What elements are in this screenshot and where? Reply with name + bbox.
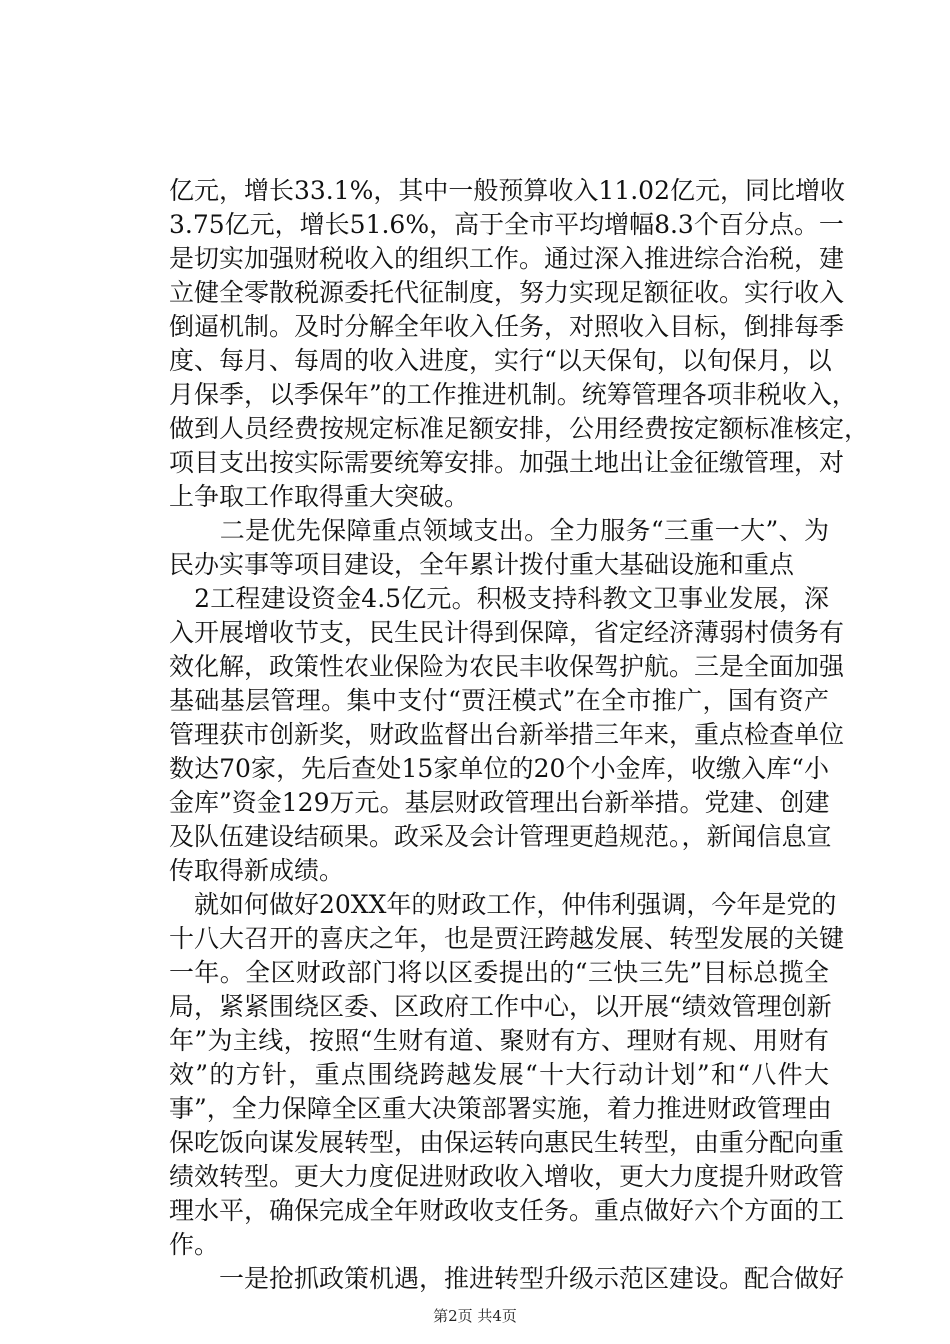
text-line: 3.75亿元，增长51.6%，高于全市平均增幅8.3个百分点。一 [169, 210, 844, 239]
text-line: 上争取工作取得重大突破。 [169, 482, 470, 511]
text-line: 保吃饭向谋发展转型，由保运转向惠民生转型，由重分配向重 [169, 1128, 845, 1157]
text-line: 一年。全区财政部门将以区委提出的“三快三先”目标总揽全 [169, 958, 829, 987]
text-line: 做到人员经费按规定标准足额安排，公用经费按定额标准核定， [169, 414, 870, 443]
text-line: 及队伍建设结硕果。政采及会计管理更趋规范。，新闻信息宣 [169, 822, 832, 851]
text-line: 二是优先保障重点领域支出。全力服务“三重一大”、为 [169, 516, 829, 545]
text-line: 亿元，增长33.1%，其中一般预算收入11.02亿元，同比增收 [169, 176, 845, 205]
text-line: 效”的方针，重点围绕跨越发展“十大行动计划”和“八件大 [169, 1060, 829, 1089]
text-line: 基础基层管理。集中支付“贾汪模式”在全市推广，国有资产 [169, 686, 829, 715]
text-line: 局，紧紧围绕区委、区政府工作中心，以开展“绩效管理创新 [169, 992, 832, 1021]
text-line: 金库”资金129万元。基层财政管理出台新举措。党建、创建 [169, 788, 830, 817]
text-line: 立健全零散税源委托代征制度，努力实现足额征收。实行收入 [169, 278, 845, 307]
text-line: 度、每月、每周的收入进度，实行“以天保旬，以旬保月，以 [169, 346, 832, 375]
text-line: 就如何做好20XX年的财政工作，仲伟利强调，今年是党的 [169, 890, 837, 919]
text-line: 入开展增收节支，民生民计得到保障，省定经济薄弱村债务有 [169, 618, 845, 647]
text-line: 项目支出按实际需要统筹安排。加强土地出让金征缴管理，对 [169, 448, 845, 477]
text-line: 效化解，政策性农业保险为农民丰收保驾护航。三是全面加强 [169, 652, 845, 681]
text-line: 绩效转型。更大力度促进财政收入增收，更大力度提升财政管 [169, 1162, 845, 1191]
text-line: 理水平，确保完成全年财政收支任务。重点做好六个方面的工 [169, 1196, 845, 1225]
text-line: 2工程建设资金4.5亿元。积极支持科教文卫事业发展，深 [169, 584, 829, 613]
text-line: 月保季，以季保年”的工作推进机制。统筹管理各项非税收入， [169, 380, 857, 409]
text-line: 是切实加强财税收入的组织工作。通过深入推进综合治税，建 [169, 244, 845, 273]
text-line: 作。 [169, 1230, 220, 1259]
text-line: 事”，全力保障全区重大决策部署实施，着力推进财政管理由 [169, 1094, 832, 1123]
text-line: 一是抢抓政策机遇，推进转型升级示范区建设。配合做好 [169, 1264, 845, 1293]
text-line: 十八大召开的喜庆之年，也是贾汪跨越发展、转型发展的关键 [169, 924, 845, 953]
text-line: 民办实事等项目建设，全年累计拨付重大基础设施和重点 [169, 550, 795, 579]
text-line: 倒逼机制。及时分解全年收入任务，对照收入目标，倒排每季 [169, 312, 845, 341]
text-line: 传取得新成绩。 [169, 856, 345, 885]
text-line: 数达70家，先后查处15家单位的20个小金库，收缴入库“小 [169, 754, 829, 783]
text-line: 管理获市创新奖，财政监督出台新举措三年来，重点检查单位 [169, 720, 845, 749]
text-line: 年”为主线，按照“生财有道、聚财有方、理财有规、用财有 [169, 1026, 829, 1055]
page-footer: 第2页 共4页 [433, 1307, 517, 1325]
